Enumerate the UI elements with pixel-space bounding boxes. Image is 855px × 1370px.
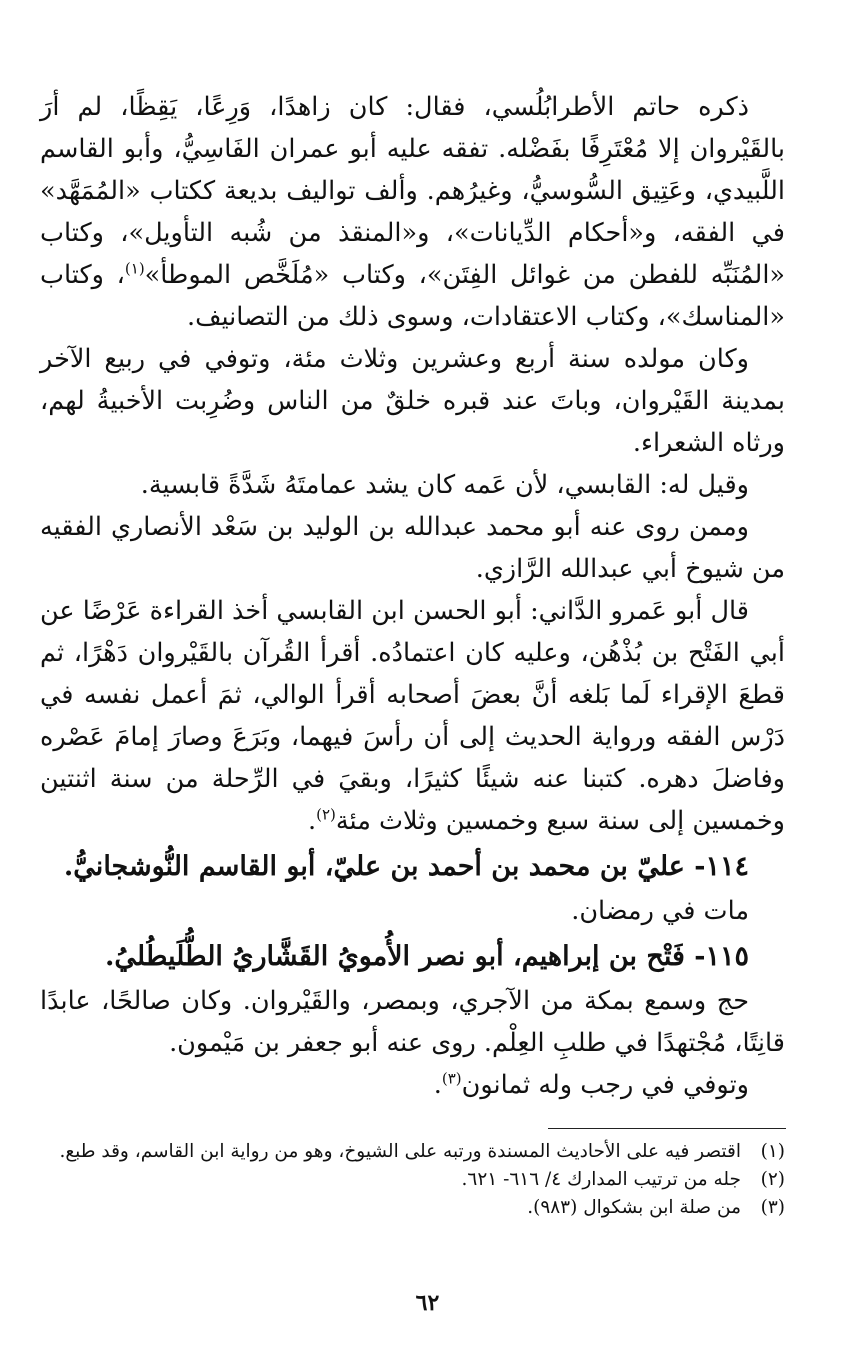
page-number: ٦٢: [415, 1290, 440, 1316]
paragraph-text: .: [433, 1070, 442, 1100]
footnote-number: (٣): [760, 1197, 785, 1218]
footnote-divider: [548, 1128, 786, 1129]
footnote-item: [40, 1138, 785, 1166]
footnote-ref-2: (٢): [316, 805, 336, 824]
paragraph-dani-quote: [40, 590, 785, 842]
paragraph-entry-115: حج وسمع بمكة من الآجري، وبمصر، والقَيْروان. وكان صالحًا، عابدًا قانِتًا، مُجْتهدًا في طلبِ العِلْم. روى عنه أبو جعفر بن مَيْمون.: [40, 986, 785, 1058]
paragraph-nisba: وقيل له: القابسي، لأن عَمه كان يشد عمامتَهُ شَدَّةً قابسية.: [140, 470, 749, 500]
footnote-number: (٢): [760, 1169, 785, 1190]
footnote-text: من صلة ابن بشكوال (٩٨٣).: [527, 1197, 741, 1218]
paragraph-students: وممن روى عنه أبو محمد عبدالله بن الوليد بن سَعْد الأنصاري الفقيه من شيوخ أبي عبدالله الرَّازي.: [40, 512, 785, 584]
footnote-ref-3: (٣): [441, 1069, 462, 1088]
footnote-ref-1: (١): [124, 259, 145, 278]
footnotes: [40, 1138, 785, 1222]
entry-heading-115: ١١٥- فَتْح بن إبراهيم، أبو نصر الأُمويُ القَشَّاريُ الطُّلَيطُليُ.: [104, 941, 749, 972]
paragraph-birth-death: وكان مولده سنة أربع وعشرين وثلاث مئة، وتوفي في ربيع الآخر بمدينة القَيْروان، وباتَ عند قبره خلقٌ من الناس وضُرِبت الأخبيةُ لهم، ورثاه الشعراء.: [40, 344, 785, 458]
footnote-item: [40, 1166, 785, 1194]
paragraph-text: وتوفي في رجب وله ثمانون: [461, 1070, 749, 1100]
paragraph-death-115: [40, 1064, 785, 1106]
paragraph-text: .: [307, 806, 317, 836]
main-text: [40, 86, 785, 1106]
entry-heading-114: ١١٤- عليّ بن محمد بن أحمد بن عليّ، أبو القاسم النُّوشجانيُّ.: [63, 851, 749, 882]
paragraph-entry-114: مات في رمضان.: [571, 896, 749, 926]
footnote-item: [40, 1194, 785, 1222]
paragraph-text: ، وكتاب «المناسك»، وكتاب الاعتقادات، وسوى ذلك من التصانيف.: [40, 260, 785, 332]
footnote-text: جله من ترتيب المدارك ٤/ ٦١٦- ٦٢١.: [461, 1169, 741, 1190]
paragraph-text: ذكره حاتم الأطرابُلُسي، فقال: كان زاهدًا، وَرِعًا، يَقِظًا، لم أرَ بالقَيْروان إلا مُعْتَرِفًا بفَضْله. تفقه عليه أبو عمران الفَاسِيُّ، وأبو القاسم اللَّبيدي، وعَتِيق السُّوسيُّ، وغيرُهم. وألف تواليف بديعة ككتاب «المُمَهَّد» في الفقه، و«أحكام الدِّيانات»، و«المنقذ من شُبه التأويل»، وكتاب «المُنَبِّه للفطن من غوائل الفِتَن»، وكتاب «مُلَخَّص الموطأ»: [40, 92, 785, 290]
paragraph-biography: [40, 86, 785, 338]
footnote-text: اقتصر فيه على الأحاديث المسندة ورتبه على الشيوخ، وهو من رواية ابن القاسم، وقد طبع.: [59, 1141, 741, 1162]
paragraph-text: قال أبو عَمرو الدَّاني: أبو الحسن ابن القابسي أخذ القراءة عَرْضًا عن أبي الفَتْح بن بُذْهُن، وعليه كان اعتمادُه. أقرأ القُرآن بالقَيْروان دَهْرًا، ثم قطعَ الإقراء لَما بَلغه أنَّ بعضَ أصحابه أقرأ الوالي، ثمَ أعمل نفسه في دَرْس الفقه ورواية الحديث إلى أن رأسَ فيهما، وبَرَعَ وصارَ إمامَ عَصْره وفاضلَ دهره. كتبنا عنه شيئًا كثيرًا، وبقيَ في الرِّحلة من سنة اثنتين وخمسين إلى سنة سبع وخمسين وثلاث مئة: [40, 596, 785, 836]
footnote-number: (١): [760, 1141, 785, 1162]
